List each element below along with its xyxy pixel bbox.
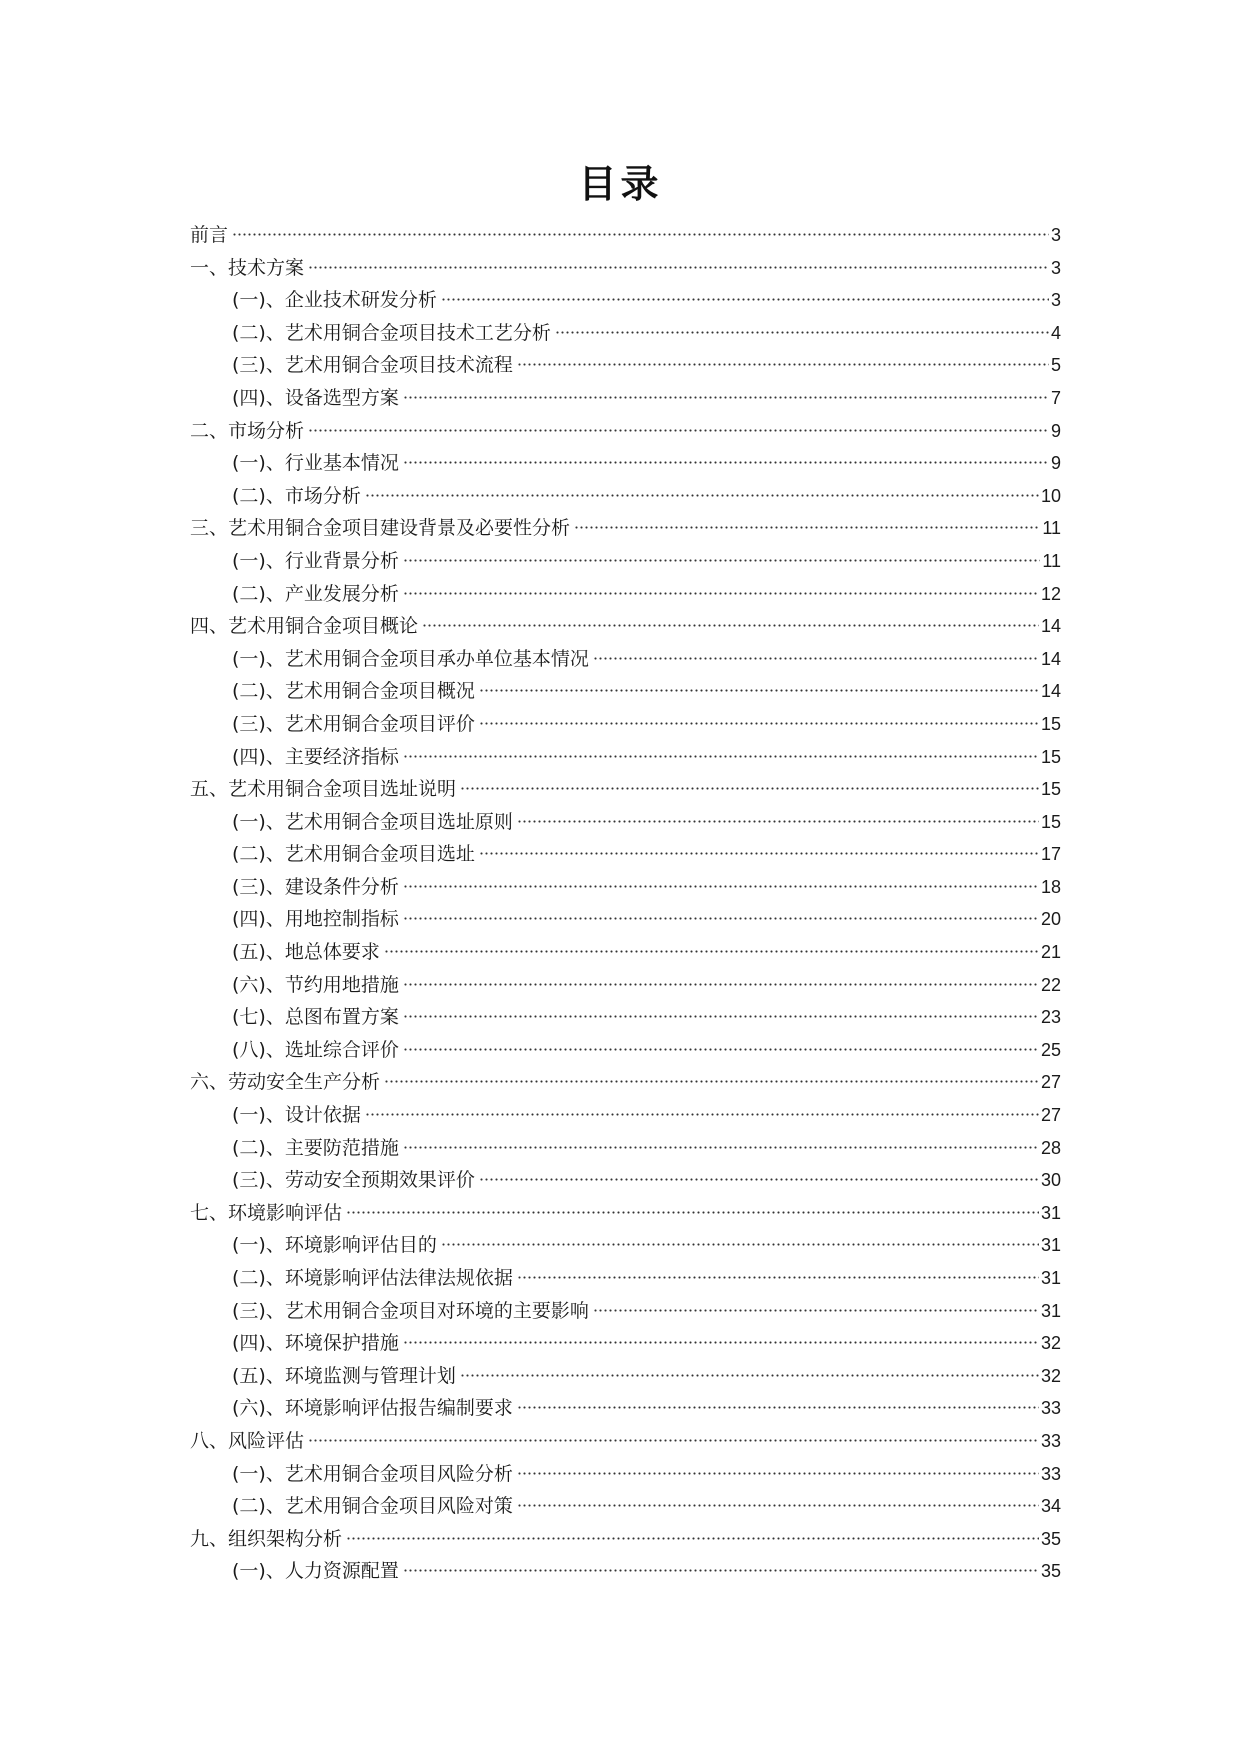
toc-dot-leader	[517, 1504, 1039, 1507]
toc-entry-page-number: 32	[1040, 1333, 1061, 1354]
toc-entry-label: (五)、环境监测与管理计划	[232, 1364, 456, 1387]
toc-entry-page-number: 10	[1040, 485, 1061, 506]
toc-entry-label: (二)、环境影响评估法律法规依据	[232, 1267, 513, 1289]
toc-entry-page-number: 35	[1040, 1528, 1061, 1549]
toc-entry-label: (一)、行业基本情况	[232, 452, 399, 475]
toc-dot-leader	[403, 1341, 1039, 1344]
toc-entry-page-number: 9	[1050, 420, 1061, 441]
toc-entry-label: 七、环境影响评估	[190, 1201, 343, 1224]
toc-entry[interactable]	[190, 1066, 1061, 1099]
toc-dot-leader	[232, 233, 1049, 236]
toc-entry-label: 三、艺术用铜合金项目建设背景及必要性分析	[190, 517, 571, 540]
toc-entry[interactable]	[190, 741, 1061, 774]
toc-entry[interactable]	[190, 708, 1061, 741]
toc-entry-page-number: 15	[1040, 746, 1061, 767]
toc-entry-page-number: 3	[1050, 290, 1061, 311]
toc-entry-label: (一)、设计依据	[232, 1104, 361, 1127]
toc-entry-page-number: 25	[1040, 1039, 1061, 1060]
toc-entry-page-number: 30	[1040, 1170, 1061, 1191]
toc-dot-leader	[403, 1569, 1039, 1572]
toc-entry[interactable]	[190, 480, 1061, 513]
toc-entry[interactable]	[190, 512, 1061, 545]
toc-entry-page-number: 21	[1040, 942, 1061, 963]
toc-entry[interactable]	[190, 382, 1061, 415]
toc-entry-page-number: 7	[1050, 387, 1061, 408]
toc-entry-page-number: 4	[1050, 322, 1061, 343]
toc-dot-leader	[308, 1439, 1039, 1442]
toc-entry-label: (一)、环境影响评估目的	[232, 1234, 437, 1257]
toc-entry[interactable]	[190, 578, 1061, 611]
toc-entry[interactable]	[190, 1555, 1061, 1588]
toc-entry-page-number: 11	[1042, 550, 1061, 571]
toc-entry-page-number: 23	[1040, 1007, 1061, 1028]
toc-entry-page-number: 5	[1050, 355, 1061, 376]
toc-entry-label: (六)、节约用地措施	[232, 973, 399, 996]
toc-entry-label: (一)、人力资源配置	[232, 1560, 399, 1583]
toc-entry-label: (二)、产业发展分析	[232, 582, 399, 605]
toc-entry-label: (一)、艺术用铜合金项目风险分析	[232, 1462, 513, 1485]
toc-entry-label: (四)、环境保护措施	[232, 1332, 399, 1355]
toc-entry[interactable]	[190, 1327, 1061, 1360]
toc-entry-label: (二)、艺术用铜合金项目概况	[232, 680, 475, 703]
toc-dot-leader	[517, 820, 1039, 823]
toc-entry-page-number: 11	[1042, 518, 1061, 539]
toc-entry-page-number: 18	[1040, 876, 1061, 897]
toc-entry-label: 四、艺术用铜合金项目概论	[190, 615, 419, 638]
toc-dot-leader	[384, 1080, 1039, 1083]
toc-entry-label: (一)、艺术用铜合金项目承办单位基本情况	[232, 647, 589, 670]
toc-entry[interactable]	[190, 317, 1061, 350]
toc-entry-page-number: 15	[1040, 779, 1061, 800]
toc-entry-label: (八)、选址综合评价	[232, 1038, 399, 1061]
toc-entry[interactable]	[190, 349, 1061, 382]
toc-dot-leader	[403, 592, 1039, 595]
toc-entry[interactable]	[190, 610, 1061, 643]
toc-dot-leader	[460, 1374, 1039, 1377]
toc-dot-leader	[479, 689, 1039, 692]
toc-entry[interactable]	[190, 284, 1061, 317]
toc-dot-leader	[403, 396, 1049, 399]
toc-entry-page-number: 14	[1040, 648, 1061, 669]
toc-entry-label: (三)、艺术用铜合金项目技术流程	[232, 354, 513, 377]
toc-entry-label: 九、组织架构分析	[190, 1527, 343, 1550]
toc-entry-label: (一)、企业技术研发分析	[232, 289, 437, 312]
toc-entry[interactable]	[190, 1425, 1061, 1458]
toc-entry[interactable]	[190, 806, 1061, 839]
toc-entry[interactable]	[190, 1229, 1061, 1262]
toc-entry[interactable]	[190, 969, 1061, 1002]
toc-dot-leader	[384, 950, 1039, 953]
toc-entry[interactable]	[190, 1132, 1061, 1165]
toc-entry-page-number: 9	[1050, 453, 1061, 474]
toc-entry[interactable]	[190, 936, 1061, 969]
toc-entry-page-number: 34	[1040, 1496, 1061, 1517]
toc-entry[interactable]	[190, 1034, 1061, 1067]
toc-entry-label: 前言	[190, 224, 229, 246]
toc-dot-leader	[593, 1309, 1039, 1312]
toc-dot-leader	[574, 526, 1040, 529]
toc-entry-label: (四)、主要经济指标	[232, 745, 399, 768]
toc-dot-leader	[346, 1537, 1039, 1540]
toc-entry-label: 六、劳动安全生产分析	[190, 1071, 381, 1094]
toc-entry[interactable]	[190, 1262, 1061, 1295]
toc-entry[interactable]	[190, 1001, 1061, 1034]
toc-entry-page-number: 15	[1040, 811, 1061, 832]
toc-entry-page-number: 28	[1040, 1137, 1061, 1158]
toc-entry-page-number: 20	[1040, 909, 1061, 930]
toc-dot-leader	[517, 1276, 1039, 1279]
toc-entry[interactable]	[190, 675, 1061, 708]
toc-dot-leader	[308, 429, 1049, 432]
toc-entry[interactable]	[190, 1164, 1061, 1197]
toc-entry-label: (二)、主要防范措施	[232, 1136, 399, 1159]
toc-entry-label: (七)、总图布置方案	[232, 1006, 399, 1029]
toc-entry-label: (三)、艺术用铜合金项目对环境的主要影响	[232, 1299, 589, 1322]
toc-dot-leader	[441, 298, 1049, 301]
toc-dot-leader	[308, 266, 1049, 269]
toc-entry[interactable]	[190, 447, 1061, 480]
toc-entry-page-number: 35	[1040, 1561, 1061, 1582]
toc-dot-leader	[365, 494, 1039, 497]
toc-dot-leader	[403, 1146, 1039, 1149]
toc-dot-leader	[422, 624, 1039, 627]
toc-entry-page-number: 3	[1050, 225, 1061, 245]
toc-dot-leader	[403, 1015, 1039, 1018]
toc-entry-page-number: 15	[1040, 713, 1061, 734]
toc-dot-leader	[479, 852, 1039, 855]
toc-entry-label: (三)、劳动安全预期效果评价	[232, 1169, 475, 1192]
toc-dot-leader	[517, 363, 1049, 366]
toc-entry-label: (一)、艺术用铜合金项目选址原则	[232, 810, 513, 833]
toc-entry[interactable]	[190, 252, 1061, 285]
toc-entry[interactable]	[190, 1360, 1061, 1393]
toc-entry-page-number: 22	[1040, 974, 1061, 995]
toc-entry-page-number: 27	[1040, 1072, 1061, 1093]
toc-entry-page-number: 31	[1040, 1268, 1061, 1288]
toc-dot-leader	[403, 461, 1049, 464]
toc-entry-label: 二、市场分析	[190, 419, 305, 442]
toc-dot-leader	[403, 917, 1039, 920]
toc-entry-label: 五、艺术用铜合金项目选址说明	[190, 778, 457, 801]
toc-entry-label: (二)、市场分析	[232, 484, 361, 507]
toc-entry[interactable]	[190, 643, 1061, 676]
toc-entry[interactable]	[190, 219, 1061, 252]
toc-dot-leader	[346, 1211, 1039, 1214]
toc-dot-leader	[403, 1048, 1039, 1051]
toc-dot-leader	[555, 331, 1049, 334]
toc-entry-page-number: 27	[1040, 1105, 1061, 1126]
toc-dot-leader	[441, 1243, 1039, 1246]
toc-entry-label: (四)、用地控制指标	[232, 908, 399, 931]
toc-entry-label: (四)、设备选型方案	[232, 386, 399, 409]
toc-entry-label: 八、风险评估	[190, 1429, 305, 1452]
toc-entry-label: (五)、地总体要求	[232, 941, 380, 964]
toc-entry-page-number: 33	[1040, 1463, 1061, 1484]
toc-entry[interactable]	[190, 1099, 1061, 1132]
toc-entry-page-number: 14	[1040, 616, 1061, 637]
toc-entry-label: (三)、建设条件分析	[232, 875, 399, 898]
toc-dot-leader	[593, 657, 1039, 660]
toc-entry-page-number: 31	[1040, 1202, 1061, 1223]
toc-entry[interactable]	[190, 1295, 1061, 1328]
toc-entry-page-number: 32	[1040, 1365, 1061, 1386]
toc-entry-label: (二)、艺术用铜合金项目风险对策	[232, 1495, 513, 1518]
toc-entry-label: (三)、艺术用铜合金项目评价	[232, 712, 475, 735]
toc-entry[interactable]	[190, 1392, 1061, 1425]
toc-dot-leader	[403, 885, 1039, 888]
page-title: 目录	[578, 162, 663, 206]
toc-entry[interactable]	[190, 1458, 1061, 1491]
toc-entry-label: (一)、行业背景分析	[232, 549, 399, 572]
toc-entry[interactable]	[190, 1523, 1061, 1556]
toc-entry-page-number: 12	[1040, 583, 1061, 604]
toc-entry-page-number: 33	[1040, 1398, 1061, 1419]
toc-dot-leader	[517, 1406, 1039, 1409]
toc-entry-label: (六)、环境影响评估报告编制要求	[232, 1397, 513, 1420]
toc-entry-label: 一、技术方案	[190, 256, 305, 279]
toc-entry-page-number: 14	[1040, 681, 1061, 702]
toc-entry[interactable]	[190, 1490, 1061, 1523]
toc-entry[interactable]	[190, 838, 1061, 871]
toc-dot-leader	[460, 787, 1039, 790]
toc-entry[interactable]	[190, 415, 1061, 448]
toc-entry-label: (二)、艺术用铜合金项目技术工艺分析	[232, 321, 551, 344]
table-of-contents	[190, 219, 1061, 1588]
toc-dot-leader	[403, 559, 1040, 562]
toc-entry[interactable]	[190, 773, 1061, 806]
toc-entry[interactable]	[190, 871, 1061, 904]
toc-entry[interactable]	[190, 545, 1061, 578]
toc-entry-page-number: 3	[1050, 257, 1061, 278]
toc-entry-page-number: 31	[1040, 1300, 1061, 1321]
toc-dot-leader	[517, 1472, 1039, 1475]
toc-entry-label: (二)、艺术用铜合金项目选址	[232, 843, 475, 866]
toc-entry[interactable]	[190, 1197, 1061, 1230]
toc-entry-page-number: 31	[1040, 1235, 1061, 1256]
toc-dot-leader	[403, 755, 1039, 758]
toc-dot-leader	[403, 983, 1039, 986]
toc-entry-page-number: 33	[1040, 1430, 1061, 1451]
toc-entry-page-number: 17	[1040, 844, 1061, 865]
toc-dot-leader	[479, 722, 1039, 725]
toc-dot-leader	[365, 1113, 1039, 1116]
toc-dot-leader	[479, 1178, 1039, 1181]
toc-entry[interactable]	[190, 903, 1061, 936]
